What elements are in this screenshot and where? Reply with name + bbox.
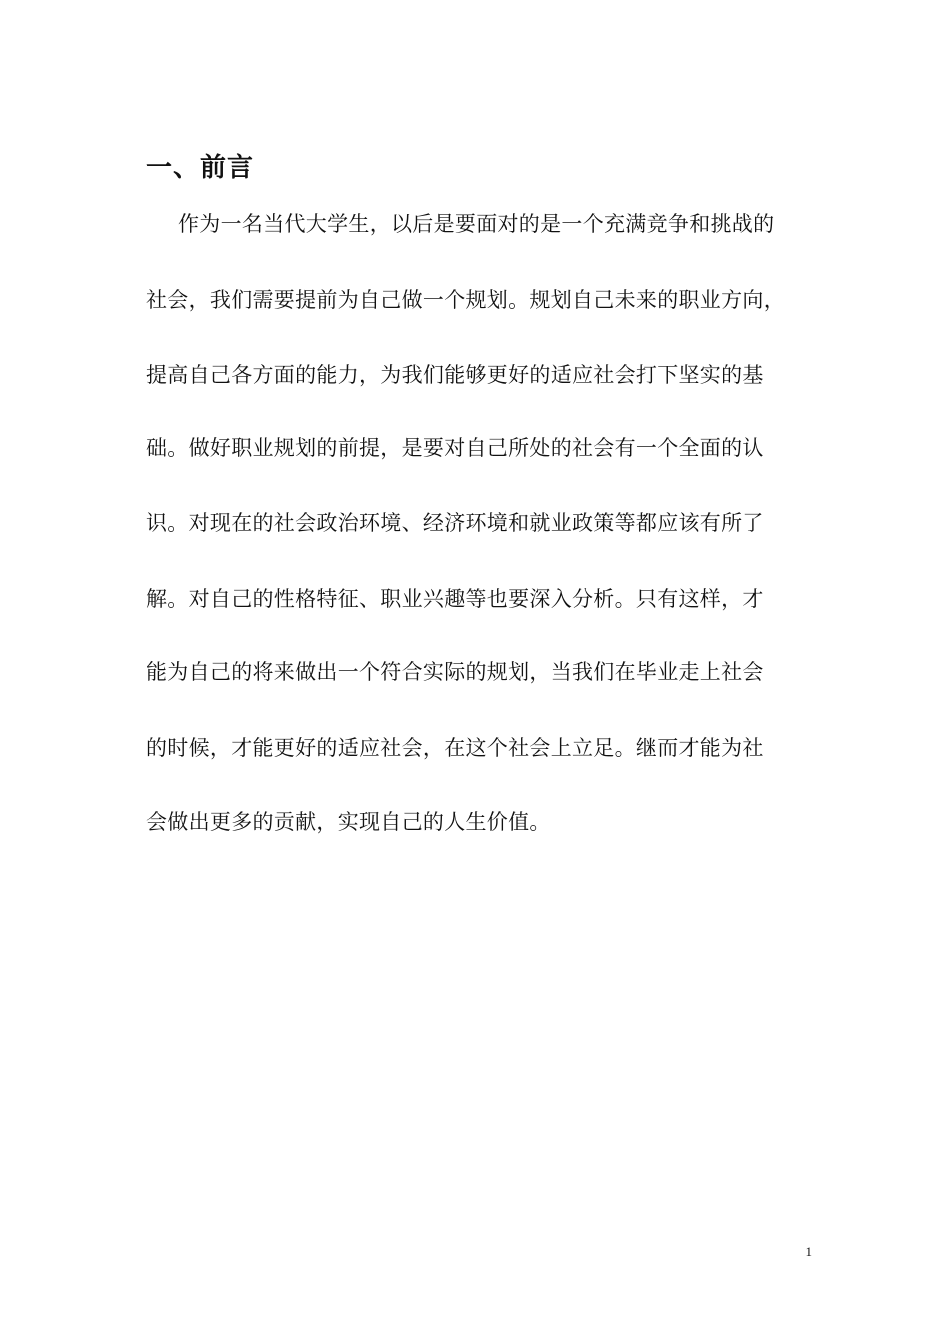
paragraph-line: 础。做好职业规划的前提，是要对自己所处的社会有一个全面的认	[146, 436, 764, 460]
paragraph-line: 作为一名当代大学生，以后是要面对的是一个充满竞争和挑战的	[178, 212, 775, 236]
section-heading: 一、前言	[146, 153, 255, 183]
paragraph-line: 社会，我们需要提前为自己做一个规划。规划自己未来的职业方向，	[146, 288, 785, 312]
paragraph-line: 的时候，才能更好的适应社会，在这个社会上立足。继而才能为社	[146, 736, 764, 760]
paragraph-line: 解。对自己的性格特征、职业兴趣等也要深入分析。只有这样，才	[146, 587, 764, 611]
paragraph-line: 识。对现在的社会政治环境、经济环境和就业政策等都应该有所了	[146, 511, 764, 535]
paragraph-line: 提高自己各方面的能力，为我们能够更好的适应社会打下坚实的基	[146, 363, 764, 387]
paragraph-line: 能为自己的将来做出一个符合实际的规划，当我们在毕业走上社会	[146, 660, 764, 684]
paragraph-line: 会做出更多的贡献，实现自己的人生价值。	[146, 810, 551, 834]
page-number: 1	[805, 1244, 812, 1259]
